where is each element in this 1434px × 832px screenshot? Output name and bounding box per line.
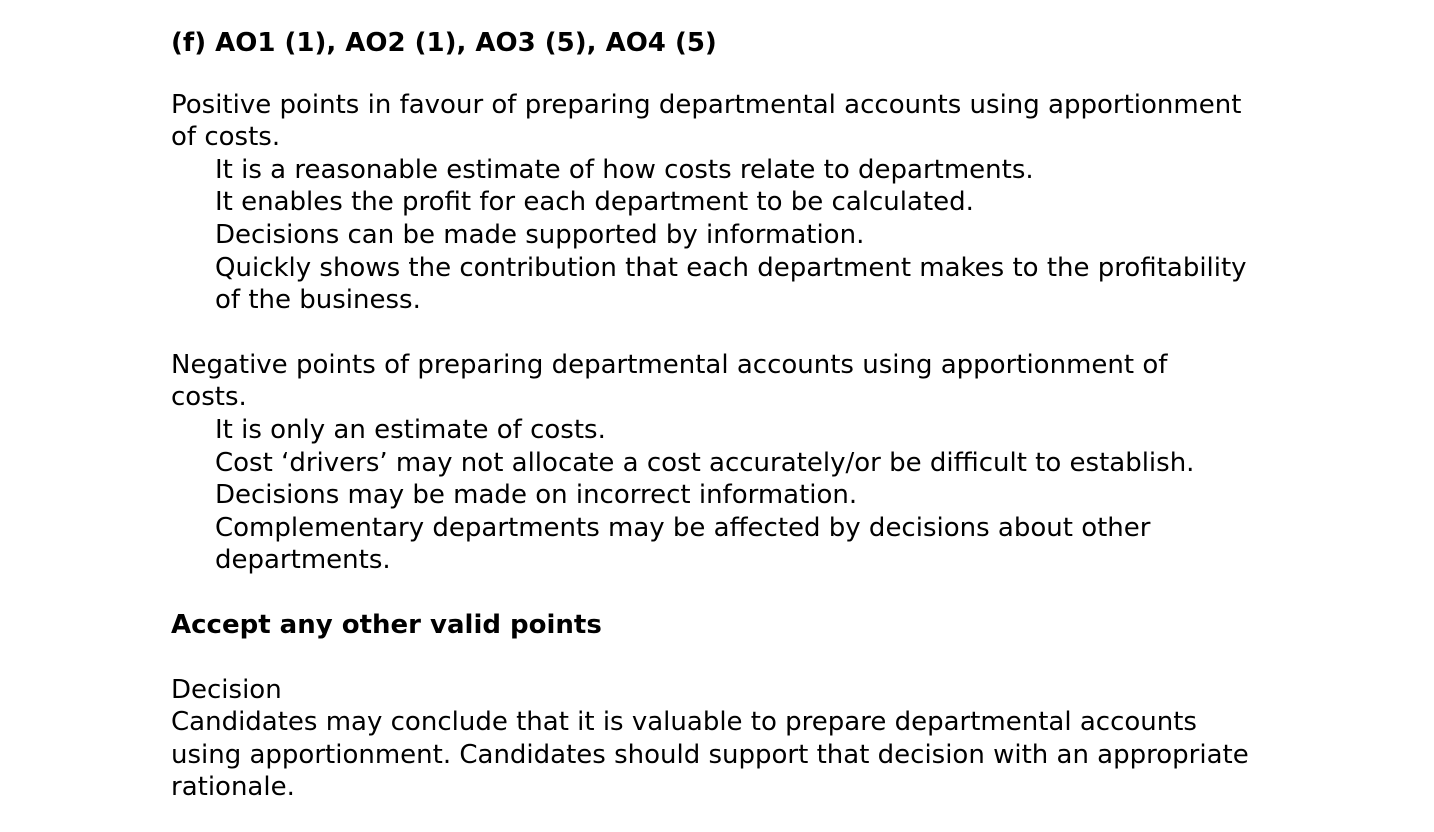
negative-intro: Negative points of preparing departmental accounts using apportionment of costs. (171, 349, 1168, 413)
negative-point: It is only an estimate of costs. (215, 414, 606, 445)
spacer (171, 577, 1251, 609)
positive-points-list (171, 154, 1251, 317)
negative-point: Decisions may be made on incorrect information. (215, 480, 858, 511)
decision-title: Decision (171, 674, 282, 705)
question-heading: (f) AO1 (1), AO2 (1), AO3 (5), AO4 (5) (171, 28, 717, 58)
positive-point: Decisions can be made supported by information. (215, 219, 865, 250)
positive-intro: Positive points in favour of preparing departmental accounts using apportionment of costs. (171, 89, 1242, 153)
positive-point: It is a reasonable estimate of how costs relate to departments. (215, 154, 1034, 185)
spacer (171, 642, 1251, 674)
negative-points-list (171, 414, 1251, 577)
spacer (171, 317, 1251, 349)
positive-point: Quickly shows the contribution that each department makes to the profitability of the business. (215, 252, 1247, 316)
decision-text: Candidates may conclude that it is valuable to prepare departmental accounts using apportionment. Candidates should support that decision with an appropriate rationale. (171, 707, 1249, 803)
accept-note: Accept any other valid points (171, 609, 602, 640)
negative-point: Cost ‘drivers’ may not allocate a cost accurately/or be difficult to establish. (215, 447, 1195, 478)
mark-scheme-page (171, 27, 1251, 804)
negative-point: Complementary departments may be affected by decisions about other departments. (215, 512, 1151, 576)
spacer (171, 60, 1251, 89)
positive-point: It enables the profit for each department to be calculated. (215, 187, 974, 218)
